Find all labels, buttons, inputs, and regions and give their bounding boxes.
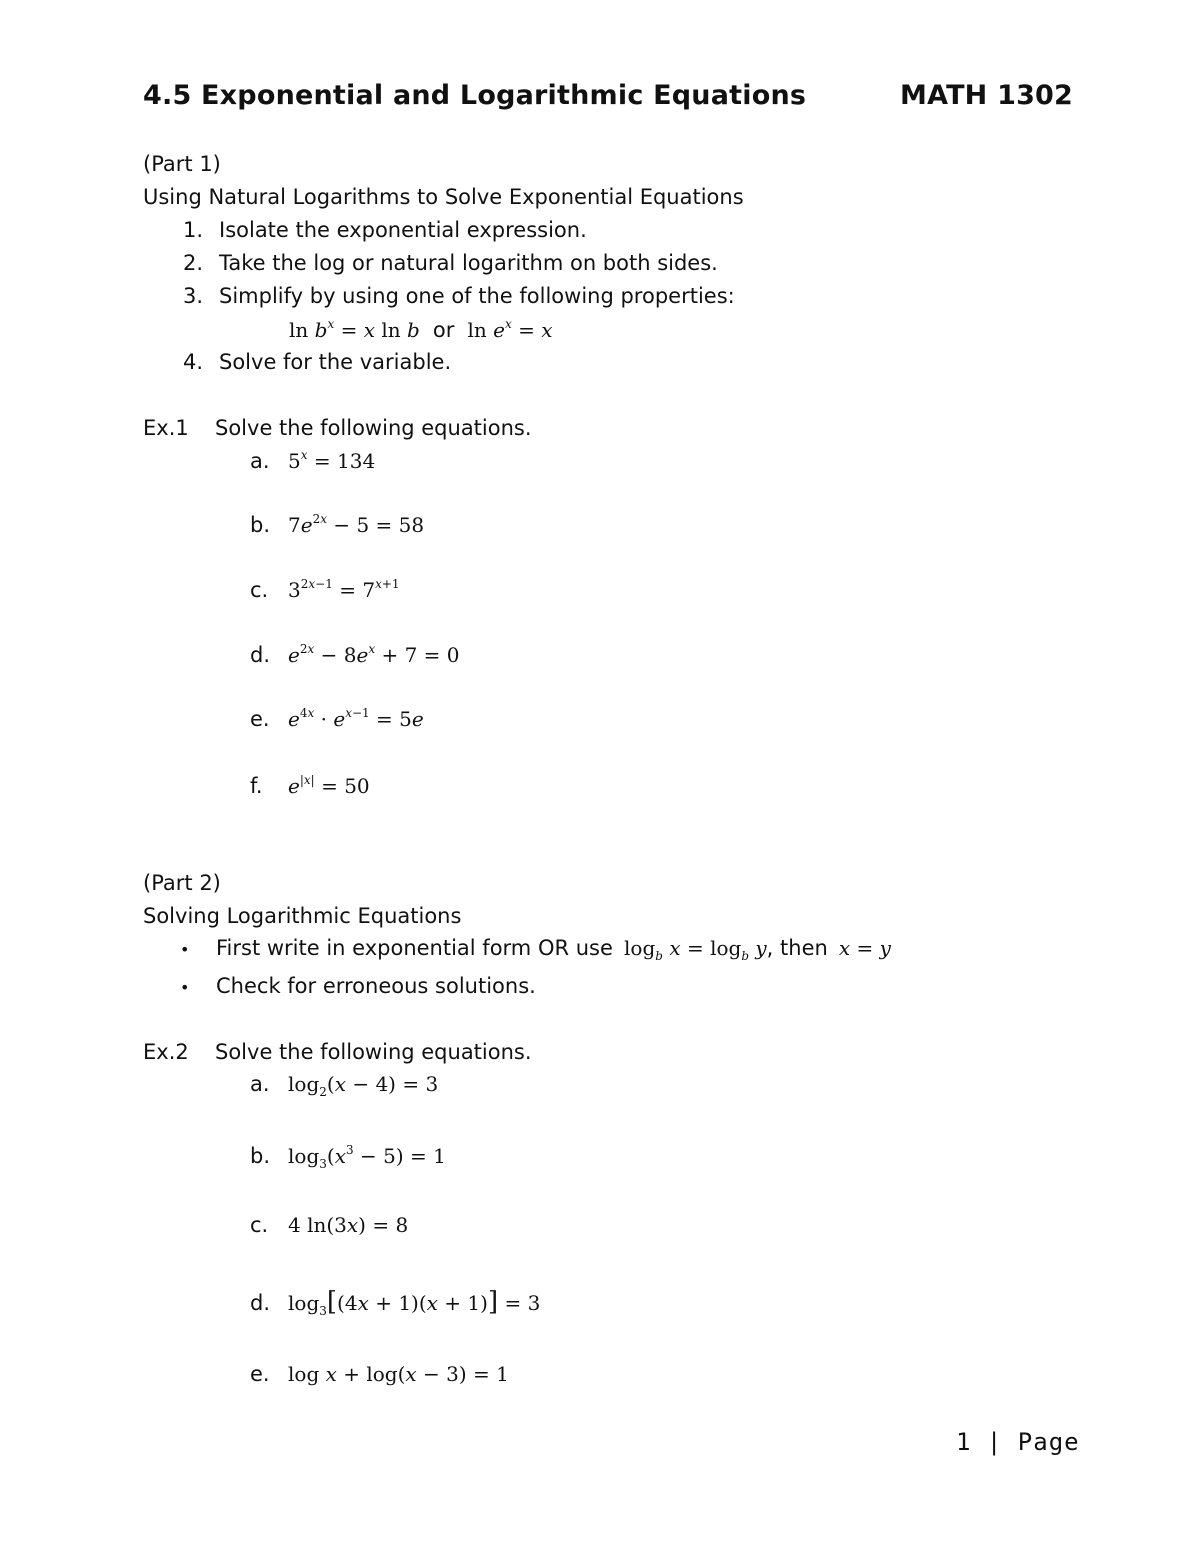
log-equality-rule: $\log_b x = \log_b y$ xyxy=(624,936,767,963)
ex2-item-a xyxy=(250,1072,438,1099)
step-number: 3. xyxy=(183,284,204,308)
ex1-instruction: Solve the following equations. xyxy=(215,416,532,440)
bullet-icon: • xyxy=(180,940,190,959)
step-number: 1. xyxy=(183,218,204,242)
item-letter: e. xyxy=(250,1362,270,1386)
step-4 xyxy=(183,350,451,374)
part2-label: (Part 2) xyxy=(143,871,221,895)
equation: $\log_2(x - 4) = 3$ xyxy=(288,1072,439,1099)
ex1-item-e xyxy=(250,706,424,731)
step-number: 4. xyxy=(183,350,204,374)
part2-heading: Solving Logarithmic Equations xyxy=(143,904,462,928)
ex1-item-c xyxy=(250,577,400,602)
equation: $5^x = 134$ xyxy=(288,448,376,473)
item-letter: b. xyxy=(250,1144,271,1168)
ex2-label: Ex.2 xyxy=(143,1040,189,1064)
item-letter: c. xyxy=(250,578,269,602)
page-number: 1 | Page xyxy=(956,1428,1080,1456)
equation: $7e^{2x} - 5 = 58$ xyxy=(288,512,425,537)
item-letter: b. xyxy=(250,513,271,537)
bullet-item-2 xyxy=(180,974,536,998)
step-3 xyxy=(183,284,735,308)
page-title: 4.5 Exponential and Logarithmic Equations xyxy=(143,80,807,111)
ex2-item-b xyxy=(250,1143,446,1171)
ex1-label: Ex.1 xyxy=(143,416,189,440)
bullet-item-1 xyxy=(180,936,891,963)
property-inverse-rule: $\ln e^x = x$ xyxy=(467,317,553,342)
step-text: Isolate the exponential expression. xyxy=(219,218,587,242)
equation: $e^{4x} \cdot e^{x-1} = 5e$ xyxy=(288,706,424,731)
equality-result: x = y xyxy=(838,936,891,960)
ex2-item-c xyxy=(250,1213,408,1237)
equation: $3^{2x-1} = 7^{x+1}$ xyxy=(288,577,400,602)
equation: $e^{|x|} = 50$ xyxy=(288,773,370,798)
property-or-word: or xyxy=(432,318,455,342)
bullet-text: Check for erroneous solutions. xyxy=(216,974,536,998)
equation: $\log_3[(4x + 1)(x + 1)] = 3$ xyxy=(288,1287,541,1318)
ex2-header xyxy=(143,1040,532,1064)
ex1-item-b xyxy=(250,512,424,537)
step-1 xyxy=(183,218,587,242)
item-letter: e. xyxy=(250,707,270,731)
item-letter: c. xyxy=(250,1213,269,1237)
ex1-item-f xyxy=(250,773,370,798)
ex2-item-d xyxy=(250,1287,540,1318)
equation: $e^{2x} - 8e^x + 7 = 0$ xyxy=(288,642,460,667)
item-letter: a. xyxy=(250,1072,270,1096)
ex1-header xyxy=(143,416,532,440)
part1-label: (Part 1) xyxy=(143,152,221,176)
bullet-then-text: , then xyxy=(766,936,828,960)
ex2-instruction: Solve the following equations. xyxy=(215,1040,532,1064)
item-letter: d. xyxy=(250,643,271,667)
log-properties xyxy=(289,317,553,342)
bullet-text: First write in exponential form OR use xyxy=(216,936,613,960)
item-letter: f. xyxy=(250,774,263,798)
ex1-item-a xyxy=(250,448,375,473)
ex1-item-d xyxy=(250,642,460,667)
course-code: MATH 1302 xyxy=(900,80,1074,111)
property-power-rule: $\ln b^x = x$ ln b xyxy=(289,317,420,342)
ex2-item-e xyxy=(250,1362,509,1386)
step-text: Simplify by using one of the following properties: xyxy=(219,284,735,308)
equation: $\log_3(x^3 - 5) = 1$ xyxy=(288,1143,446,1171)
item-letter: a. xyxy=(250,449,270,473)
step-text: Solve for the variable. xyxy=(219,350,452,374)
bullet-icon: • xyxy=(180,978,190,997)
step-number: 2. xyxy=(183,251,204,275)
step-text: Take the log or natural logarithm on both sides. xyxy=(219,251,718,275)
equation: log x + log(x − 3) = 1 xyxy=(288,1362,509,1386)
item-letter: d. xyxy=(250,1291,271,1315)
equation: 4 ln(3x) = 8 xyxy=(288,1213,409,1237)
step-2 xyxy=(183,251,718,275)
part1-heading: Using Natural Logarithms to Solve Exponential Equations xyxy=(143,185,744,209)
